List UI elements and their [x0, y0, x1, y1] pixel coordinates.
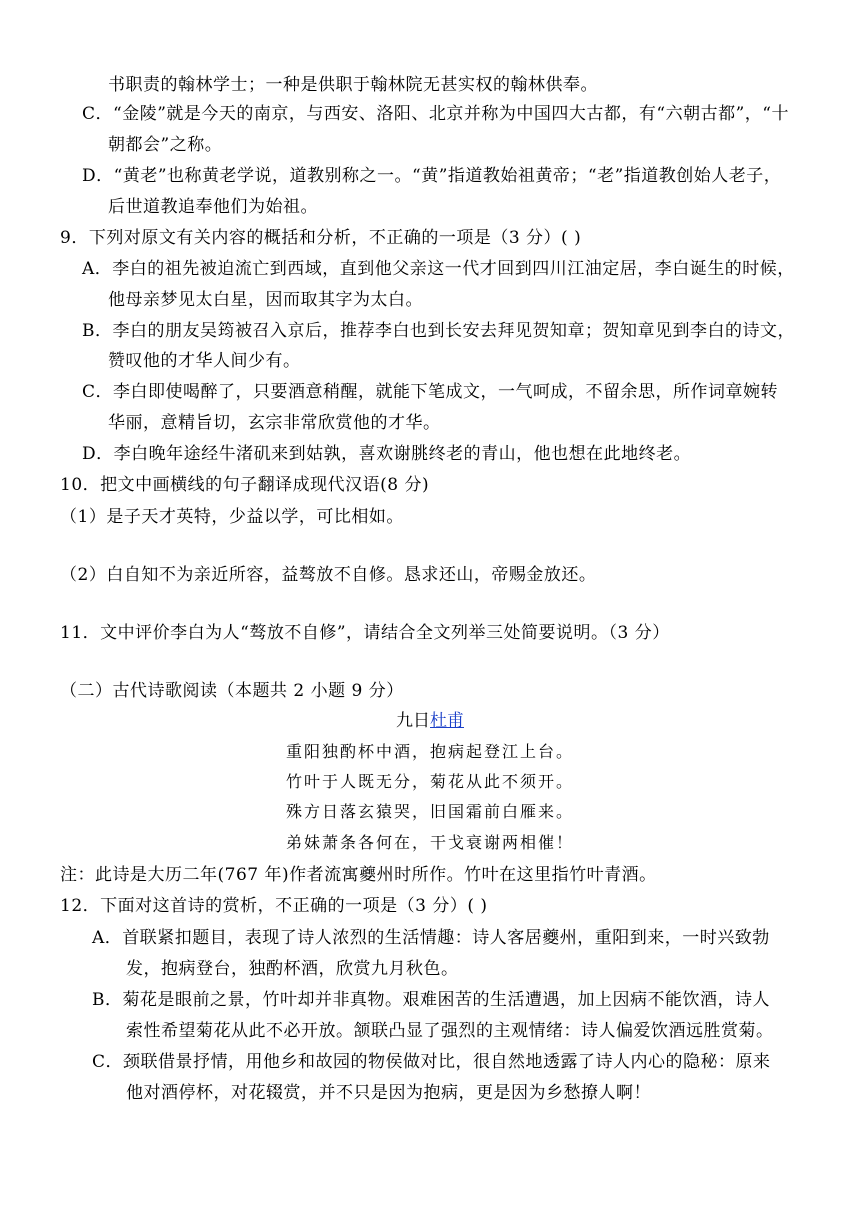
- poem-title-line: [0, 710, 860, 732]
- q12-option-a-line2: 发，抱病登台，独酌杯酒，欣赏九月秋色。: [126, 959, 459, 979]
- q12-option-c-line2: 他对酒停杯，对花辍赏，并不只是因为抱病，更是因为乡愁撩人啊！: [126, 1083, 651, 1103]
- poem-note: 注：此诗是大历二年(767 年)作者流寓夔州时所作。竹叶在这里指竹叶青酒。: [60, 865, 657, 885]
- q8-option-c-line1: C．“金陵”就是今天的南京，与西安、洛阳、北京并称为中国四大古都，有“六朝古都”，“十: [82, 104, 789, 124]
- q12-option-a-line1: A．首联紧扣题目，表现了诗人浓烈的生活情趣：诗人客居夔州，重阳到来，一时兴致勃: [92, 928, 770, 948]
- q8-option-d-line1: D．“黄老”也称黄老学说，道教别称之一。“黄”指道教始祖黄帝；“老”指道教创始人老子，: [82, 166, 782, 186]
- q12-stem: 12．下面对这首诗的赏析，不正确的一项是（3 分）( ): [60, 896, 488, 916]
- q8-option-b-continuation: 书职责的翰林学士；一种是供职于翰林院无甚实权的翰林供奉。: [108, 75, 598, 95]
- q9-option-a-line2: 他母亲梦见太白星，因而取其字为太白。: [108, 290, 423, 310]
- q12-option-c-line1: C．颈联借景抒情，用他乡和故园的物侯做对比，很自然地透露了诗人内心的隐秘：原来: [92, 1052, 771, 1072]
- q10-stem: 10．把文中画横线的句子翻译成现代汉语(8 分): [60, 475, 430, 495]
- q10-sentence-2: （2）白自知不为亲近所容，益骜放不自修。恳求还山，帝赐金放还。: [60, 565, 597, 585]
- q9-stem: 9．下列对原文有关内容的概括和分析，不正确的一项是（3 分）( ): [60, 228, 582, 248]
- q9-option-a-line1: A．李白的祖先被迫流亡到西域，直到他父亲这一代才回到四川江油定居，李白诞生的时候，: [82, 259, 795, 279]
- poem-line: 弟妹萧条各何在，干戈衰谢两相催！: [285, 833, 574, 852]
- q9-option-b-line2: 赞叹他的才华人间少有。: [108, 351, 301, 371]
- poem-line: 竹叶于人既无分，菊花从此不须开。: [285, 772, 574, 791]
- q12-option-b-line1: B．菊花是眼前之景，竹叶却并非真物。艰难困苦的生活遭遇，加上因病不能饮酒，诗人: [92, 990, 770, 1010]
- q12-option-b-line2: 索性希望菊花从此不必开放。颔联凸显了强烈的主观情绪：诗人偏爱饮酒远胜赏菊。: [126, 1021, 774, 1041]
- q11-stem: 11．文中评价李白为人“骜放不自修”，请结合全文列举三处简要说明。（3 分）: [60, 623, 670, 643]
- q8-option-d-line2: 后世道教追奉他们为始祖。: [108, 197, 318, 217]
- poem-line: 重阳独酌杯中酒，抱病起登江上台。: [285, 742, 574, 761]
- q9-option-b-line1: B．李白的朋友吴筠被召入京后，推荐李白也到长安去拜见贺知章；贺知章见到李白的诗文，: [82, 321, 795, 341]
- q8-option-c-line2: 朝都会”之称。: [108, 135, 223, 155]
- q10-sentence-1: （1）是子天才英特，少益以学，可比相如。: [60, 507, 404, 527]
- q9-option-c-line2: 华丽，意精旨切，玄宗非常欣赏他的才华。: [108, 413, 441, 433]
- poem-author-link[interactable]: 杜甫: [430, 711, 464, 731]
- section-heading: （二）古代诗歌阅读（本题共 2 小题 9 分）: [60, 681, 404, 701]
- q9-option-d-line1: D．李白晚年途经牛渚矶来到姑孰，喜欢谢朓终老的青山，他也想在此地终老。: [82, 444, 692, 464]
- poem-line: 殊方日落玄猿哭，旧国霜前白雁来。: [285, 802, 574, 821]
- q9-option-c-line1: C．李白即使喝醉了，只要酒意稍醒，就能下笔成文，一气呵成，不留余思，所作词章婉转: [82, 382, 779, 402]
- poem-title: 九日: [396, 711, 430, 731]
